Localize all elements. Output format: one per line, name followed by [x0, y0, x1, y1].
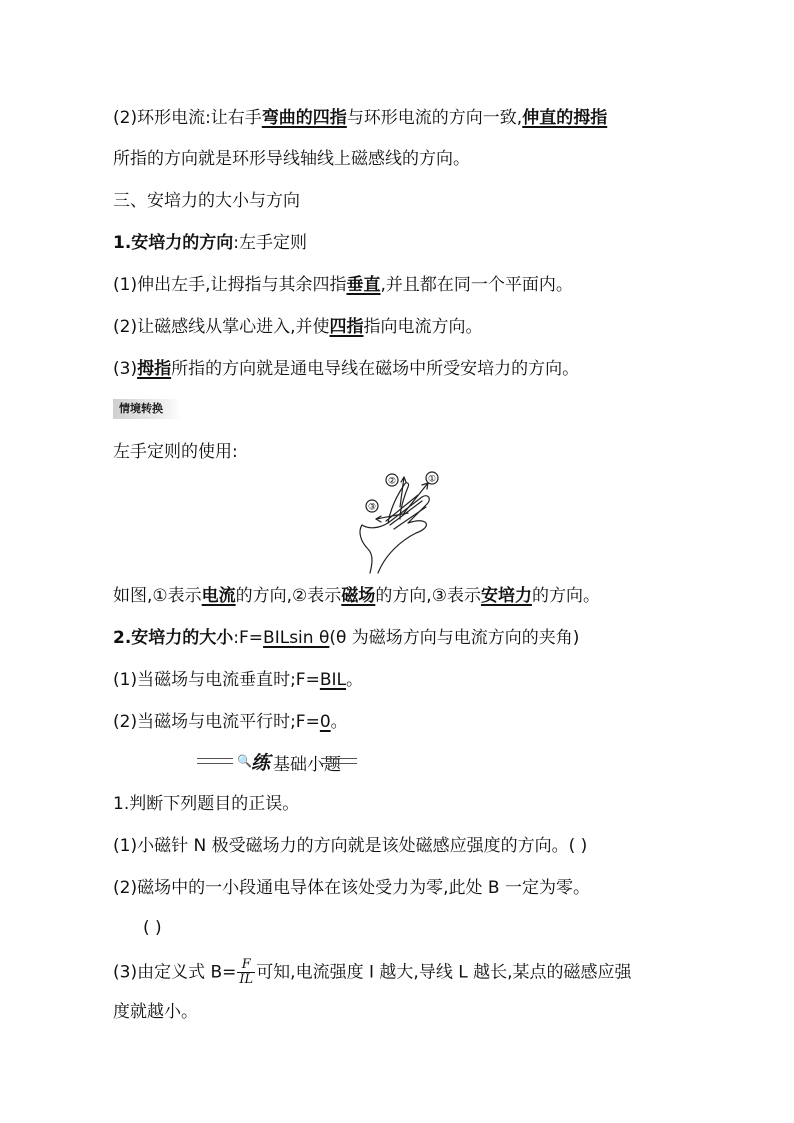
- paragraph-ring-current-cont: 所指的方向就是环形导线轴线上磁感线的方向。: [113, 149, 470, 169]
- context-switch-tag: 情境转换: [113, 399, 181, 419]
- question-1-3-cont: 度就越小。: [113, 1002, 198, 1022]
- fraction-f-over-il: $\frac{F}{IL}$: [239, 957, 254, 987]
- answer-current: 电流: [201, 586, 236, 606]
- answer-blank: ( ): [568, 836, 588, 856]
- marker-3: ③: [367, 502, 377, 513]
- subheading-force-direction: 1.安培力的方向:左手定则: [113, 233, 308, 253]
- hand-palm: [360, 525, 372, 573]
- answer-bil: BIL: [319, 670, 346, 690]
- magnitude-case-2: (2)当磁场与电流平行时;F=0。: [113, 712, 348, 732]
- left-hand-rule-intro: 左手定则的使用:: [113, 442, 238, 462]
- banner-title: 基础小题: [273, 755, 341, 775]
- rule-step-2: (2)让磁感线从掌心进入,并使四指指向电流方向。: [113, 317, 483, 337]
- paragraph-ring-current: (2)环形电流:让右手弯曲的四指与环形电流的方向一致,伸直的拇指: [113, 108, 608, 128]
- question-1-2: (2)磁场中的一小段通电导体在该处受力为零,此处 B 一定为零。: [113, 878, 590, 898]
- rule-step-1: (1)伸出左手,让拇指与其余四指垂直,并且都在同一个平面内。: [113, 275, 573, 295]
- magnifier-icon: 🔍: [237, 754, 252, 768]
- rule-step-3: (3)拇指所指的方向就是通电导线在磁场中所受安培力的方向。: [113, 359, 580, 379]
- magnitude-case-1: (1)当磁场与电流垂直时;F=BIL。: [113, 670, 363, 690]
- answer-formula: BILsin θ: [263, 628, 330, 648]
- answer-zero: 0: [319, 712, 331, 732]
- banner-rule-left: [197, 758, 233, 764]
- banner-rule-right: [321, 758, 357, 764]
- practice-banner: [197, 748, 357, 776]
- answer-blank: ( ): [143, 918, 162, 938]
- answer-straight-thumb: 伸直的拇指: [522, 108, 608, 128]
- answer-four-fingers: 四指: [329, 317, 364, 337]
- question-1-1: (1)小磁针 N 极受磁场力的方向就是该处磁感应强度的方向。( ): [113, 836, 588, 856]
- answer-perpendicular: 垂直: [346, 275, 381, 295]
- answer-field: 磁场: [341, 586, 376, 606]
- figure-caption: 如图,①表示电流的方向,②表示磁场的方向,③表示安培力的方向。: [113, 586, 600, 606]
- marker-1: ①: [427, 474, 437, 485]
- practice-char: 练: [251, 752, 271, 774]
- subheading-force-magnitude: 2.安培力的大小:F=BILsin θ(θ 为磁场方向与电流方向的夹角): [113, 628, 580, 648]
- marker-2: ②: [387, 476, 397, 487]
- answer-bent-fingers: 弯曲的四指: [261, 108, 347, 128]
- answer-thumb: 拇指: [137, 359, 172, 379]
- answer-ampere-force: 安培力: [480, 586, 532, 606]
- question-1: 1.判断下列题目的正误。: [113, 794, 300, 814]
- section-heading-3: 三、安培力的大小与方向: [113, 191, 300, 211]
- finger-lines: [386, 495, 426, 529]
- left-hand-figure: [348, 467, 448, 575]
- arrow-field: [400, 477, 404, 507]
- question-1-3: (3)由定义式 B= $\frac{F}{IL}$ 可知,电流强度 I 越大,导线 L 越长,某点的磁感应强: [113, 957, 632, 987]
